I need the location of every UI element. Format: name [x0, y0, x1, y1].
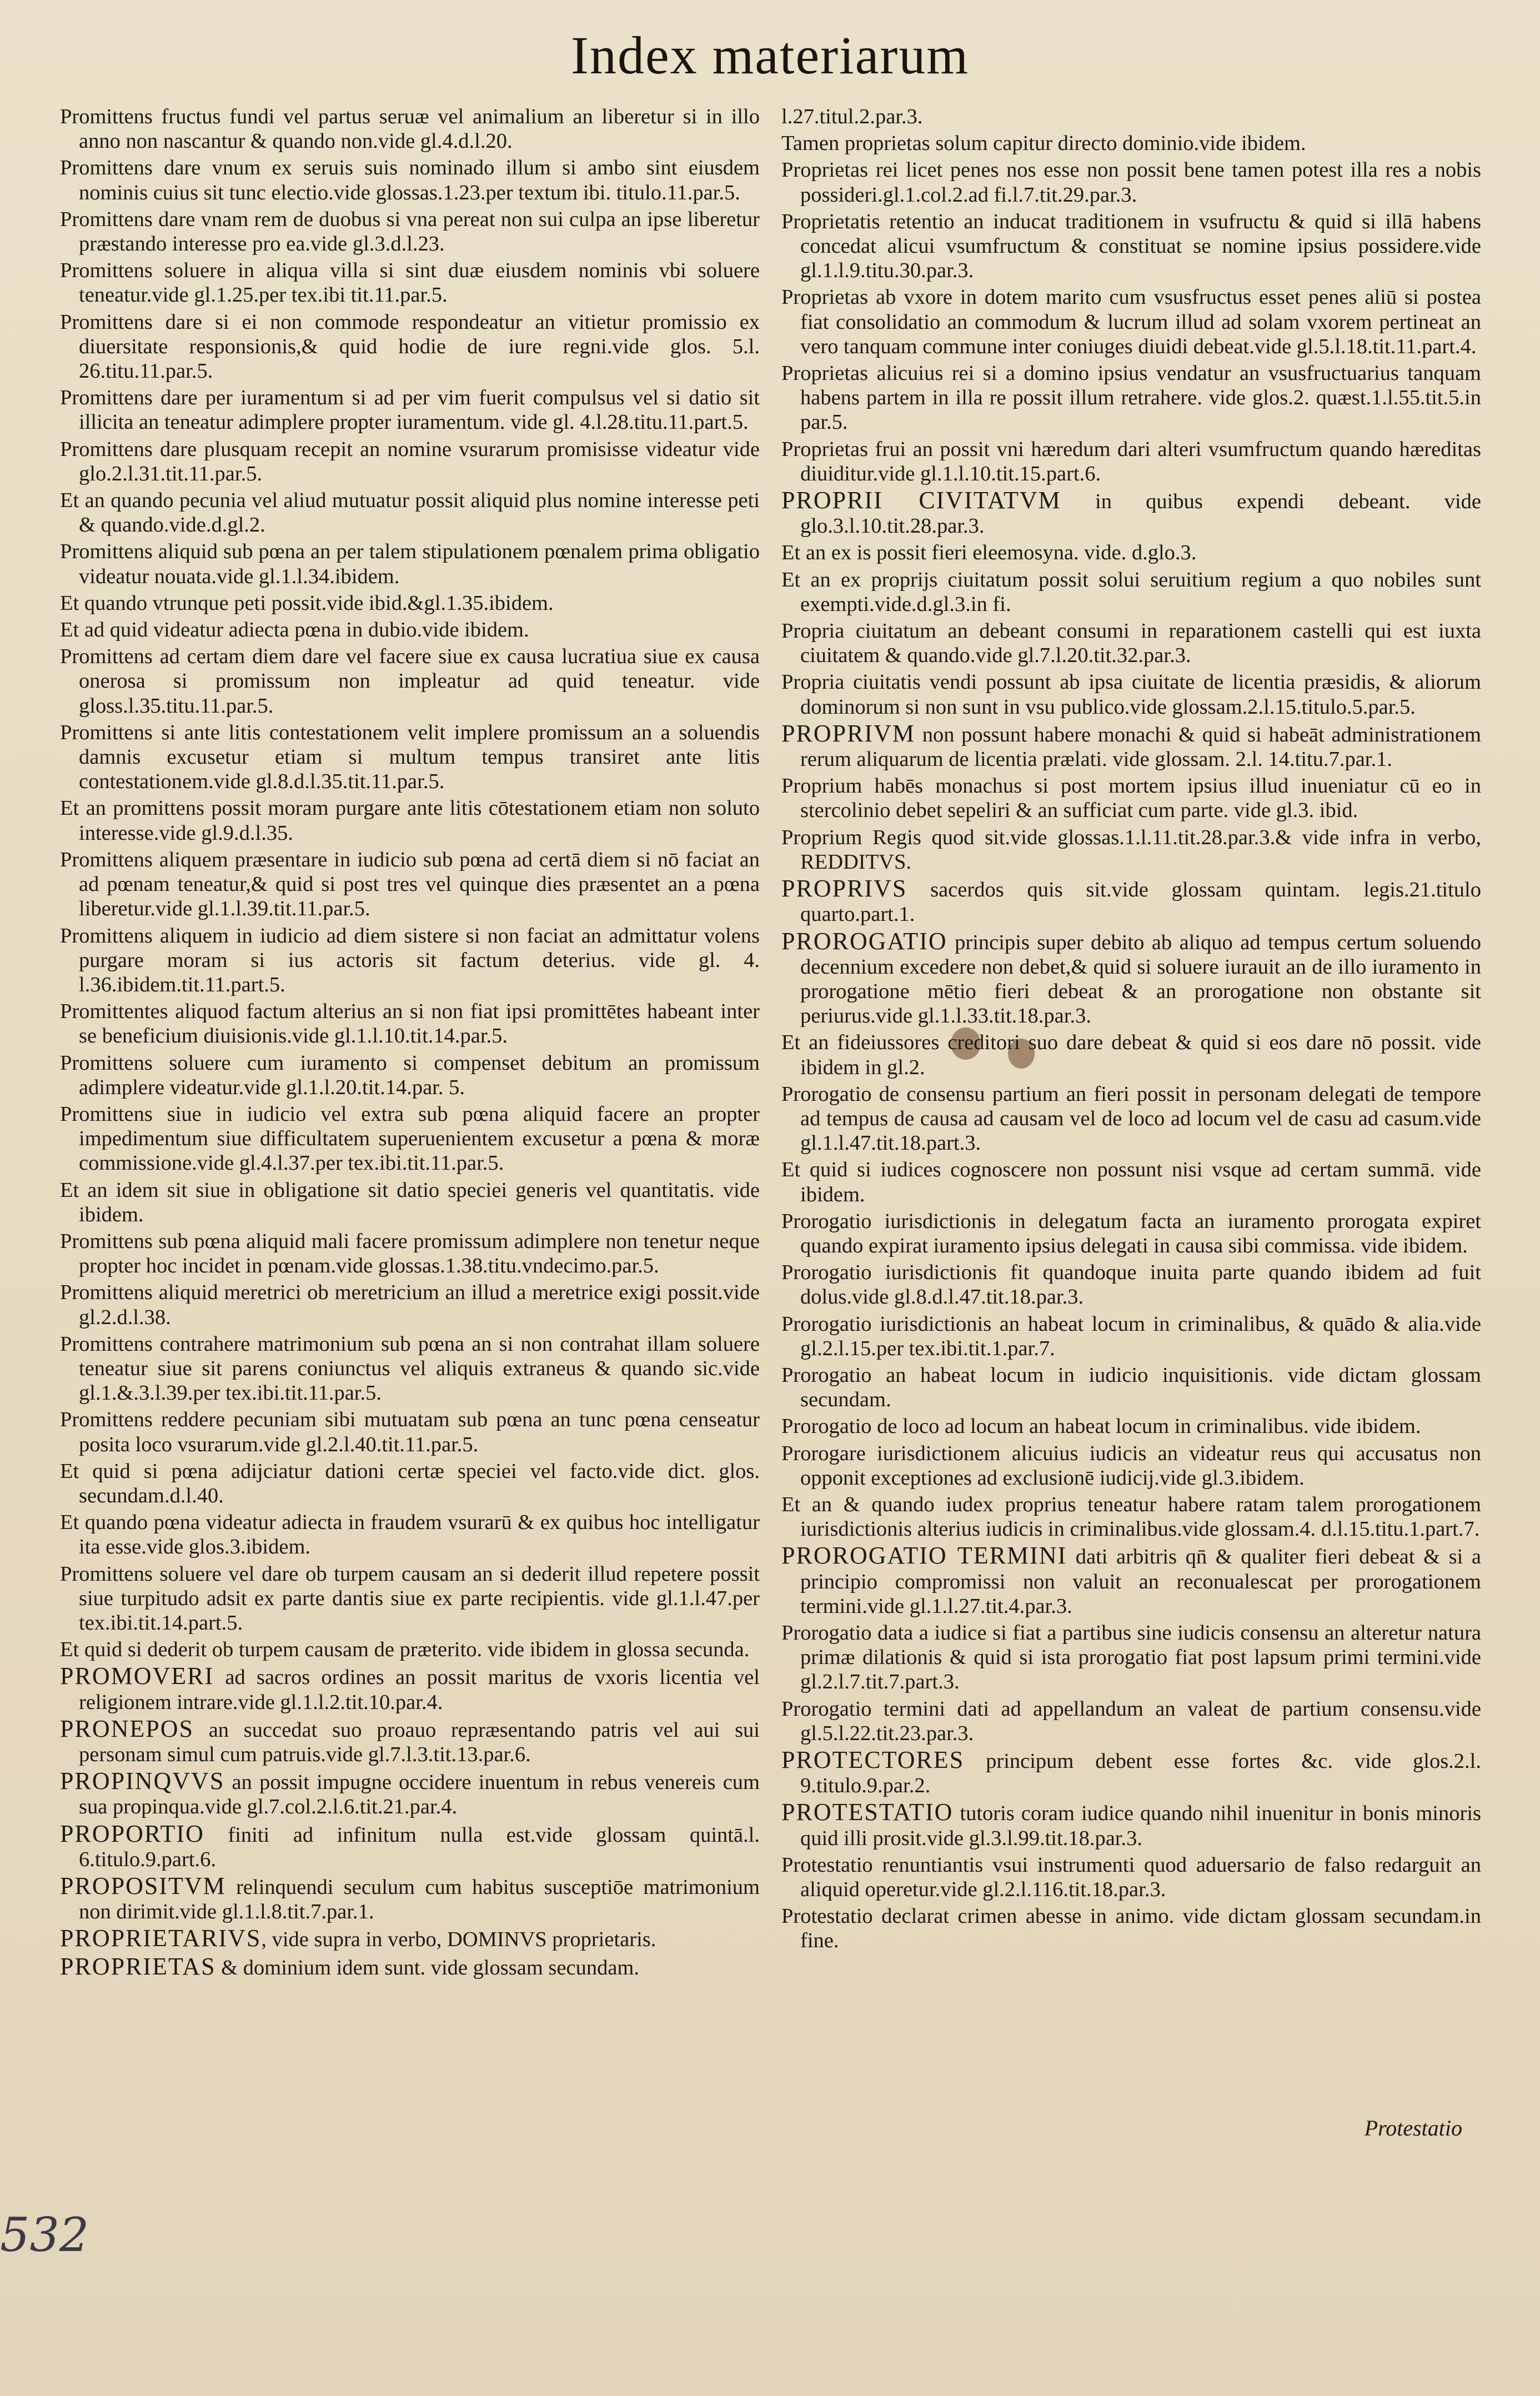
entry-head-word: PROROGATIO: [781, 927, 947, 955]
index-entry: [60, 1664, 760, 1714]
entry-text: Promittens sub pœna aliquid mali facere promissum adimplere non tenetur neque propter hoc incidet in pœnam.vide glossas.1.38.titu.vndecimo.par.5.: [60, 1229, 760, 1278]
index-entry: [781, 104, 1481, 129]
index-entry: [60, 848, 760, 921]
entry-text: in quibus expendi debeant. vide glo.3.l.10.tit.28.par.3.: [800, 490, 1482, 538]
index-entry: [60, 1717, 760, 1767]
entry-head-word: PROPINQVVS: [60, 1767, 225, 1795]
index-entry: [60, 1459, 760, 1508]
entry-text: Proprietatis retentio an inducat traditionem in vsufructu & quid si illā habens concedat alicui vsumfructum & constituat se nomine ipsius possidere.vide gl.1.l.9.titu.30.par.3.: [781, 209, 1481, 283]
entry-text: Et an promittens possit moram purgare ante litis cōtestationem etiam non soluto interesse.vide gl.9.d.l.35.: [60, 796, 760, 845]
entry-head-word: PROPRIETAS: [60, 1952, 216, 1980]
entry-text: Protestatio declarat crimen abesse in animo. vide dictam glossam secundam.in fine.: [781, 1904, 1481, 1953]
entry-head-word: PROPRIVS: [781, 875, 907, 903]
index-entry: [781, 825, 1481, 874]
entry-text: tutoris coram iudice quando nihil inuenitur in bonis minoris quid illi prosit.vide gl.3.l.99.tit.18.par.3.: [800, 1802, 1481, 1850]
entry-text: Promittens soluere vel dare ob turpem causam an si dederit illud repetere possit siue turpitudo adsit ex parte dantis siue ex parte recipientis. vide gl.1.l.47.per tex.ibi.tit.14.part.5.: [60, 1562, 760, 1635]
index-entry: [781, 929, 1481, 1029]
entry-head-word: PROTECTORES: [781, 1746, 965, 1773]
entry-text: Promittens reddere pecuniam sibi mutuatam sub pœna an tunc pœna censeatur posita loco vsurarum.vide gl.2.l.40.tit.11.par.5.: [60, 1408, 760, 1456]
entry-text: Promittens dare plusquam recepit an nomine vsurarum promisisse videatur vide glo.2.l.31.tit.11.par.5.: [60, 437, 760, 485]
entry-text: Proprietas ab vxore in dotem marito cum vsusfructus esset penes aliū si postea fiat consolidatio an commodum & lucrum illud ad solam vxorem pertineat an vero tanquam commune inter coniuges diuidi debeat.vide gl.5.l.18.tit.11.part.4.: [781, 285, 1481, 358]
index-entry: [781, 1492, 1481, 1541]
entry-text: Et an idem sit siue in obligatione sit datio speciei generis vel quantitatis. vide ibidem.: [60, 1178, 760, 1226]
index-entry: [60, 1510, 760, 1559]
index-entry: [781, 209, 1481, 283]
entry-text: relinquendi seculum cum habitus susceptiōe matrimonium non dirimit.vide gl.1.l.8.tit.7.par.1.: [79, 1876, 760, 1924]
index-entry: [60, 999, 760, 1048]
index-entry: [60, 1178, 760, 1227]
right-column: [781, 104, 1481, 1956]
index-entry: [60, 1562, 760, 1636]
index-entry: [60, 924, 760, 998]
entry-text: Promittens aliquid sub pœna an per talem stipulationem pœnalem prima obligatio videatur nouata.vide gl.1.l.34.ibidem.: [60, 540, 760, 588]
entry-text: Prorogatio an habeat locum in iudicio inquisitionis. vide dictam glossam secundam.: [781, 1363, 1481, 1412]
entry-text: Protestatio renuntiantis vsui instrumenti quod aduersario de falso redarguit an aliquid operetur.vide gl.2.l.116.tit.18.par.3.: [781, 1853, 1481, 1902]
entry-text: l.27.titul.2.par.3.: [781, 105, 923, 128]
entry-text: Et quando pœna videatur adiecta in fraudem vsurarū & ex quibus hoc intelligatur ita esse.vide glos.3.ibidem.: [60, 1511, 760, 1559]
index-entry: [781, 1082, 1481, 1156]
entry-head-word: PROPOSITVM: [60, 1872, 226, 1900]
entry-text: Promittentes aliquod factum alterius an si non fiat ipsi promittētes habeant inter se beneficium diuisionis.vide gl.1.l.10.tit.14.par.5.: [60, 1000, 760, 1048]
entry-text: Proprietas alicuius rei si a domino ipsius vendatur an vsusfructuarius tanquam habens partem in illa re possit illum retrahere. vide glos.2. quæst.1.l.55.tit.5.in par.5.: [781, 362, 1481, 434]
index-entry: [781, 1363, 1481, 1412]
entry-text: Promittens soluere in aliqua villa si sint duæ eiusdem nominis vbi soluere teneatur.vide gl.1.25.per tex.ibi tit.11.par.5.: [60, 259, 760, 307]
index-entry: [60, 1051, 760, 1100]
entry-text: Promittens siue in iudicio vel extra sub pœna aliquid facere an propter impedimentum siue difficultatem superuenientem excusetur a pœna & moræ commissione.vide gl.4.l.37.per tex.ibi.tit.11.par.5.: [60, 1102, 760, 1175]
entry-text: Et quid si dederit ob turpem causam de præterito. vide ibidem in glossa secunda.: [60, 1638, 750, 1662]
index-entry: [60, 258, 760, 307]
index-entry: [60, 539, 760, 588]
index-entry: [781, 158, 1481, 207]
index-entry: [781, 540, 1481, 565]
index-entry: [60, 618, 760, 642]
index-entry: [781, 1209, 1481, 1258]
index-entry: [60, 1819, 760, 1872]
folio-note: 532: [0, 2208, 89, 2262]
index-entry: [781, 131, 1481, 156]
entry-text: Prorogatio iurisdictionis in delegatum facta an iuramento prorogata expiret quando expirat iuramento ipsius delegati in causa sibi commissa. vide ibidem.: [781, 1209, 1481, 1257]
entry-text: Promittens dare vnum ex seruis suis nominado illum si ambo sint eiusdem nominis cuius sit tunc electio.vide glossas.1.23.per textum ibi. titulo.11.par.5.: [60, 156, 760, 204]
index-entry: [60, 591, 760, 615]
entry-text: Prorogatio data a iudice si fiat a partibus sine iudicis consensu an alteretur natura primæ dilationis & quid si ista prorogatio fiat post lapsum primi termini.vide gl.2.l.7.tit.7.part.3.: [781, 1621, 1481, 1694]
entry-text: Promittens dare vnam rem de duobus si vna pereat non sui culpa an ipse liberetur præstando interesse pro ea.vide gl.3.d.l.23.: [60, 207, 760, 256]
index-entry: [781, 1621, 1481, 1695]
entry-head-word: PROPRII CIVITATVM: [781, 487, 1061, 514]
entry-text: & dominium idem sunt. vide glossam secundam.: [215, 1956, 639, 1979]
left-column: [60, 104, 760, 1982]
index-entry: [60, 1874, 760, 1924]
entry-text: Propria ciuitatis vendi possunt ab ipsa ciuitate de licentia præsidis, & aliorum dominorum si non sunt in vsu publico.vide glossam.2.l.15.titulo.5.par.5.: [781, 670, 1481, 719]
entry-text: Promittens dare si ei non commode respondeatur an vitietur promissio ex diuersitate responsionis,& quid hodie de iure regni.vide glos. 5.l. 26.titu.11.par.5.: [60, 310, 760, 383]
index-entry: [60, 1637, 760, 1662]
entry-text: Et quid si iudices cognoscere non possunt nisi vsque ad certam summā. vide ibidem.: [781, 1158, 1481, 1206]
index-entry: [781, 1260, 1481, 1309]
running-head: Index materiarum: [570, 26, 970, 85]
index-entry: [60, 1769, 760, 1819]
entry-text: ad sacros ordines an possit maritus de vxoris licentia vel religionem intrare.vide gl.1.l.2.tit.10.par.4.: [79, 1666, 760, 1714]
index-entry: [781, 1800, 1481, 1850]
index-entry: [60, 1332, 760, 1406]
entry-text: Prorogatio de loco ad locum an habeat locum in criminalibus. vide ibidem.: [781, 1415, 1421, 1438]
entry-text: Prorogare iurisdictionem alicuius iudicis an videatur reus qui accusatus non opponit exceptiones ad exclusionē iudicij.vide gl.3.ibidem.: [781, 1441, 1481, 1490]
entry-text: Et an & quando iudex proprius teneatur habere ratam talem prorogationem iurisdictionis alterius iudicis in criminalibus.vide glossam.4. d.l.15.titu.1.part.7.: [781, 1492, 1481, 1541]
index-entry: [60, 385, 760, 434]
index-entry: [781, 1853, 1481, 1902]
index-entry: [781, 1414, 1481, 1438]
entry-text: an possit impugne occidere inuentum in rebus venereis cum sua propinqua.vide gl.7.col.2.l.6.tit.21.par.4.: [79, 1771, 760, 1819]
entry-text: Proprietas rei licet penes nos esse non possit bene tamen potest illa res a nobis possideri.gl.1.col.2.ad fi.l.7.tit.29.par.3.: [781, 158, 1481, 207]
entry-head-word: PROTESTATIO: [781, 1798, 954, 1826]
index-entry: [781, 361, 1481, 435]
entry-text: principis super debito ab aliquo ad tempus certum soluendo decennium excedere non debet,& quid si soluere iurauit an de illo iuramento in prorogatione mētio fieri debeat & an prorogatione non obstante sit periurus.vide gl.1.l.33.tit.18.par.3.: [800, 930, 1481, 1028]
index-entry: [60, 1954, 760, 1980]
index-entry: [60, 156, 760, 204]
entry-text: Promittens fructus fundi vel partus seruæ vel animalium an liberetur si in illo anno non nascantur & quando non.vide gl.4.d.l.20.: [60, 105, 760, 153]
index-entry: [60, 1407, 760, 1456]
index-entry: [781, 488, 1481, 538]
entry-text: Promittens dare per iuramentum si ad per vim fuerit compulsus vel si datio sit illicita an teneatur adimplere propter iuramentum. vide gl. 4.l.28.titu.11.part.5.: [60, 386, 760, 434]
index-entry: [781, 774, 1481, 823]
index-entry: [781, 1312, 1481, 1361]
entry-text: non possunt habere monachi & quid si habeāt administrationem rerum aliquarum de licentia prælati. vide glossam. 2.l. 14.titu.7.par.1.: [800, 723, 1481, 771]
entry-text: Et quando vtrunque peti possit.vide ibid.&gl.1.35.ibidem.: [60, 591, 554, 615]
index-entry: [781, 1030, 1481, 1079]
entry-head-word: PROPRIETARIVS: [60, 1924, 262, 1952]
index-entry: [60, 207, 760, 256]
index-entry: [781, 670, 1481, 719]
entry-text: Promittens soluere cum iuramento si compenset debitum an promissum adimplere videatur.vide gl.1.l.20.tit.14.par. 5.: [60, 1051, 760, 1099]
entry-text: sacerdos quis sit.vide glossam quintam. legis.21.titulo quarto.part.1.: [800, 878, 1481, 926]
entry-text: Et an ex proprijs ciuitatum possit solui seruitium regium a quo nobiles sunt exempti.vide.d.gl.3.in fi.: [781, 568, 1481, 616]
entry-text: Et ad quid videatur adiecta pœna in dubio.vide ibidem.: [60, 618, 529, 642]
index-entry: [781, 1543, 1481, 1618]
index-entry: [60, 1926, 760, 1952]
entry-text: Promittens si ante litis contestationem velit implere promissum an a soluendis damnis excusetur etiam si multum tempus transiret ante litis contestationem.vide gl.8.d.l.35.tit.11.par.5.: [60, 720, 760, 794]
entry-text: Proprium Regis quod sit.vide glossas.1.l.11.tit.28.par.3.& vide infra in verbo, REDDITVS.: [781, 825, 1481, 874]
index-entry: [60, 796, 760, 845]
entry-head-word: PROPORTIO: [60, 1819, 204, 1847]
entry-text: Promittens ad certam diem dare vel facere siue ex causa lucratiua siue ex causa onerosa si promissum non impleatur ad quid teneatur. vide gloss.l.35.titu.11.par.5.: [60, 645, 760, 718]
entry-text: Promittens aliquem præsentare in iudicio sub pœna ad certā diem si nō faciat an ad pœnam teneatur,& quid si post tres vel quinque dies præsentet an a pœna liberetur.vide gl.1.l.39.tit.11.par.5.: [60, 848, 760, 921]
entry-text: Proprium habēs monachus si post mortem ipsius illud inueniatur cū eo in stercolinio debet sepeliri & an sufficiat cum parte. vide gl.3. ibid.: [781, 774, 1481, 823]
catchword: Protestatio: [1364, 2116, 1462, 2141]
entry-text: Proprietas frui an possit vni hæredum dari alteri vsumfructum quando hæreditas diuiditur.vide gl.1.l.10.tit.15.part.6.: [781, 437, 1481, 485]
entry-head-word: PRONEPOS: [60, 1715, 194, 1742]
index-entry: [60, 644, 760, 718]
entry-text: Et an quando pecunia vel aliud mutuatur possit aliquid plus nomine interesse peti & quando.vide.d.gl.2.: [60, 489, 760, 537]
entry-head-word: PROPRIVM: [781, 719, 915, 747]
entry-text: Et an ex is possit fieri eleemosyna. vide. d.glo.3.: [781, 541, 1197, 565]
entry-text: Tamen proprietas solum capitur directo dominio.vide ibidem.: [781, 132, 1306, 156]
index-entry: [781, 721, 1481, 771]
entry-head-word: PROMOVERI: [60, 1662, 214, 1690]
entry-text: principum debent esse fortes &c. vide glos.2.l. 9.titulo.9.par.2.: [800, 1750, 1481, 1798]
entry-text: Propria ciuitatum an debeant consumi in reparationem castelli qui est iuxta ciuitatem & quando.vide gl.7.l.20.tit.32.par.3.: [781, 619, 1481, 668]
entry-text: an succedat suo proauo repræsentando patris vel aui sui personam simul cum patruis.vide gl.7.l.3.tit.13.par.6.: [79, 1718, 760, 1766]
entry-text: Et quid si pœna adijciatur dationi certæ speciei vel facto.vide dict. glos. secundam.d.l.40.: [60, 1459, 760, 1507]
index-entry: [781, 437, 1481, 486]
entry-text: Promittens aliquem in iudicio ad diem sistere si non faciat an admittatur volens purgare moram si ius actoris sit factum deterius. vide gl. 4. l.36.ibidem.tit.11.part.5.: [60, 924, 760, 996]
index-entry: [781, 619, 1481, 668]
entry-text: Prorogatio iurisdictionis an habeat locum in criminalibus, & quādo & alia.vide gl.2.l.15.per tex.ibi.tit.1.par.7.: [781, 1312, 1481, 1360]
index-entry: [60, 437, 760, 486]
index-entry: [781, 876, 1481, 926]
index-entry: [60, 1102, 760, 1176]
index-entry: [781, 285, 1481, 359]
index-entry: [60, 720, 760, 794]
index-entry: [781, 1904, 1481, 1953]
entry-text: Prorogatio de consensu partium an fieri possit in personam delegati de tempore ad tempus de causa ad causam vel de loco ad locum vel de casu ad casum.vide gl.1.l.47.tit.18.part.3.: [781, 1082, 1481, 1155]
entry-text: Promittens contrahere matrimonium sub pœna an si non contrahat illam soluere teneatur siue sit parens coniunctus vel aliquis extraneus & quando sic.vide gl.1.&.3.l.39.per tex.ibi.tit.11.par.5.: [60, 1332, 760, 1405]
index-entry: [60, 104, 760, 153]
index-entry: [60, 310, 760, 384]
entry-text: Promittens aliquid meretrici ob meretricium an illud a meretrice exigi possit.vide gl.2.d.l.38.: [60, 1281, 760, 1329]
index-entry: [781, 568, 1481, 616]
index-entry: [60, 488, 760, 537]
index-entry: [781, 1748, 1481, 1798]
entry-text: finiti ad infinitum nulla est.vide glossam quintā.l. 6.titulo.9.part.6.: [79, 1823, 760, 1871]
index-entry: [781, 1697, 1481, 1746]
entry-text: Et an fideiussores creditori suo dare debeat & quid si eos dare nō possit. vide ibidem in gl.2.: [781, 1031, 1481, 1079]
entry-text: Prorogatio iurisdictionis fit quandoque inuita parte quando ibidem ad fuit dolus.vide gl.8.d.l.47.tit.18.par.3.: [781, 1261, 1481, 1309]
index-entry: [60, 1280, 760, 1329]
index-entry: [781, 1157, 1481, 1206]
entry-head-word: PROROGATIO TERMINI: [781, 1542, 1067, 1570]
index-entry: [60, 1229, 760, 1278]
entry-text: , vide supra in verbo, DOMINVS proprietaris.: [261, 1928, 656, 1952]
entry-text: Prorogatio termini dati ad appellandum an valeat de partium consensu.vide gl.5.l.22.tit.23.par.3.: [781, 1697, 1481, 1745]
entry-text: dati arbitris qn̄ & qualiter fieri debeat & si a principio compromissi non valuit an reconualescat per prorogationem termini.vide gl.1.l.27.tit.4.par.3.: [800, 1545, 1481, 1618]
index-entry: [781, 1441, 1481, 1490]
